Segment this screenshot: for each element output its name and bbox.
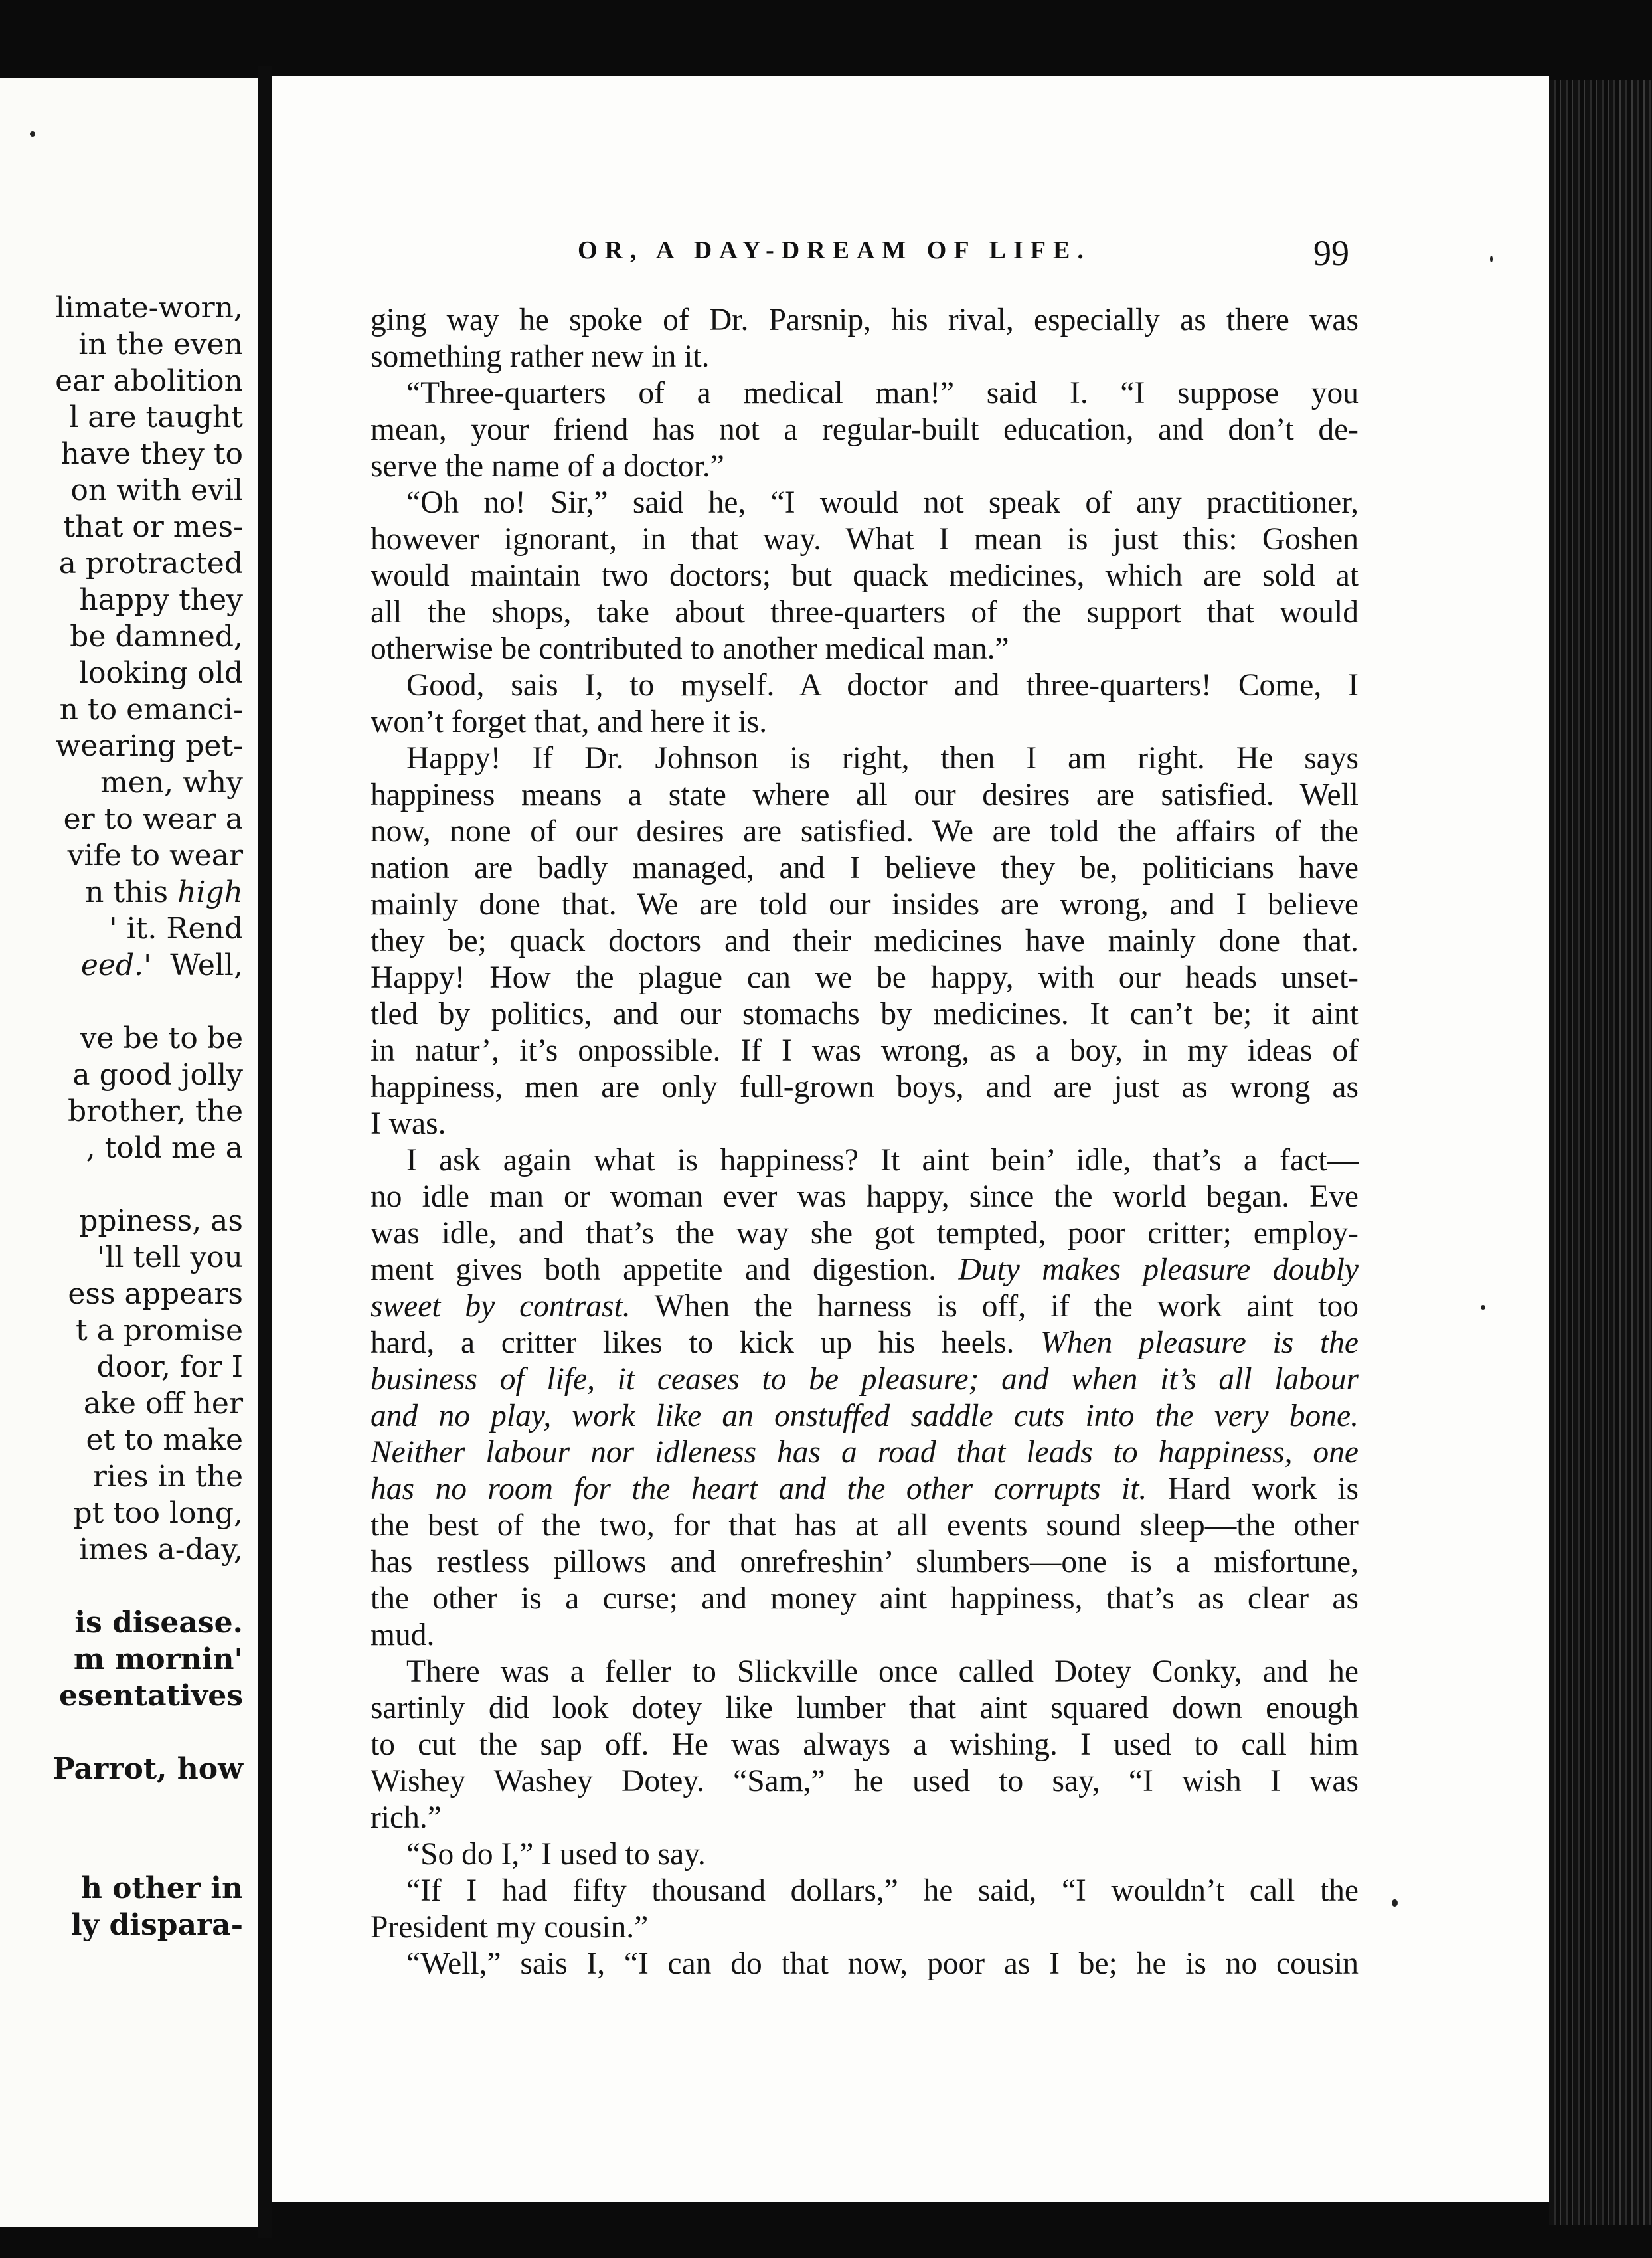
- text-line: mainly done that. We are told our insides are wrong, and I believe: [371, 887, 1359, 922]
- left-page-fragment: brother, the: [68, 1094, 243, 1128]
- left-page-fragment: ly dispara-: [70, 1908, 243, 1942]
- left-page-fragment: a protracted: [58, 547, 243, 580]
- left-page-fragment: l are taught: [69, 400, 243, 434]
- left-page-fragment: ppiness, as: [79, 1204, 243, 1238]
- text-line: was idle, and that’s the way she got tempted, poor critter; employ-: [371, 1216, 1359, 1251]
- left-page-fragment: looking old: [78, 656, 243, 690]
- text-line: serve the name of a doctor.”: [371, 449, 724, 483]
- text-line: [371, 1361, 1359, 1398]
- left-page-fragment: door, for I: [96, 1350, 243, 1384]
- text-line: however ignorant, in that way. What I mean is just this: Goshen: [371, 522, 1359, 557]
- left-page-fragment: et to make: [86, 1423, 243, 1457]
- left-facing-page: [0, 78, 258, 2227]
- text-line: “Well,” sais I, “I can do that now, poor as I be; he is no cousin: [406, 1947, 1359, 1981]
- text-line: nation are badly managed, and I believe they be, politicians have: [371, 851, 1359, 885]
- text-line: now, none of our desires are satisfied. We are told the affairs of the: [371, 814, 1359, 849]
- page-edges: [1549, 80, 1652, 2225]
- italic-span: and no play, work like an onstuffed saddle cuts into the very bone.: [371, 1399, 1359, 1433]
- left-page-fragment: , told me a: [86, 1131, 243, 1165]
- text-line: happiness means a state where all our desires are satisfied. Well: [371, 778, 1359, 812]
- left-page-fragment: on with evil: [70, 474, 243, 507]
- text-line: happiness, men are only full-grown boys, and are just as wrong as: [371, 1070, 1359, 1104]
- left-page-fragment: vife to wear: [67, 839, 243, 873]
- text-line: I ask again what is happiness? It aint bein’ idle, that’s a fact—: [406, 1143, 1359, 1177]
- left-page-fragment: pt too long,: [73, 1496, 243, 1530]
- text-line: no idle man or woman ever was happy, since the world began. Eve: [371, 1179, 1359, 1214]
- left-page-fragment: h other in: [80, 1871, 243, 1905]
- text-line: President my cousin.”: [371, 1910, 649, 1945]
- text-line: Happy! If Dr. Johnson is right, then I am right. He says: [406, 741, 1359, 776]
- left-page-fragment: n to emanci-: [59, 693, 243, 727]
- text-line: in natur’, it’s onpossible. If I was wrong, as a boy, in my ideas of: [371, 1033, 1359, 1068]
- text-line: [371, 1288, 1359, 1325]
- left-page-fragment: Parrot, how: [52, 1752, 243, 1786]
- text-line: the best of the two, for that has at all events sound sleep—the other: [371, 1508, 1359, 1543]
- text-line: [371, 1325, 1359, 1361]
- text-span: ment gives both appetite and digestion.: [371, 1253, 936, 1287]
- text-line: There was a feller to Slickville once called Dotey Conky, and he: [406, 1654, 1359, 1689]
- italic-span: sweet by contrast.: [371, 1289, 631, 1324]
- left-page-fragment: ries in the: [92, 1460, 243, 1494]
- text-line: [371, 1471, 1359, 1508]
- text-line: would maintain two doctors; but quack medicines, which are sold at: [371, 559, 1359, 593]
- left-fragment-italic: high: [177, 875, 243, 909]
- text-line: all the shops, take about three-quarters of the support that would: [371, 595, 1359, 630]
- left-page-fragment: be damned,: [70, 620, 243, 653]
- left-page-fragment: ake off her: [83, 1387, 243, 1421]
- text-line: [371, 1434, 1359, 1471]
- left-page-fragment: in the even: [78, 327, 243, 361]
- text-line: Happy! How the plague can we be happy, with our heads unset-: [371, 960, 1359, 995]
- left-page-fragment: happy they: [79, 583, 243, 617]
- left-page-fragment: that or mes-: [63, 510, 243, 544]
- text-line: the other is a curse; and money aint happiness, that’s as clear as: [371, 1581, 1359, 1616]
- text-line: I was.: [371, 1106, 446, 1141]
- left-page-fragment: have they to: [60, 437, 243, 471]
- italic-span: business of life, it ceases to be pleasure; and when it’s all labour: [371, 1362, 1359, 1397]
- left-page-fragment: wearing pet-: [55, 729, 243, 763]
- text-line: to cut the sap off. He was always a wishing. I used to call him: [371, 1727, 1359, 1762]
- left-fragment-text: n this: [85, 875, 169, 909]
- ink-speck: [1392, 1899, 1398, 1907]
- left-page-fragment: [81, 948, 243, 982]
- left-page-fragment: ' it. Rend: [109, 912, 243, 946]
- text-line: ging way he spoke of Dr. Parsnip, his rival, especially as there was: [371, 303, 1359, 337]
- ink-speck: [1490, 256, 1493, 262]
- text-line: Good, sais I, to myself. A doctor and three-quarters! Come, I: [406, 668, 1359, 703]
- left-page-fragment: t a promise: [76, 1314, 243, 1347]
- left-page-fragment: esentatives: [59, 1679, 243, 1713]
- italic-span: has no room for the heart and the other corrupts it.: [371, 1472, 1147, 1506]
- left-page-fragment: 'll tell you: [97, 1241, 243, 1274]
- text-line: mean, your friend has not a regular-built education, and don’t de-: [371, 412, 1359, 447]
- ink-speck: [1481, 1305, 1485, 1310]
- left-fragment-italic: eed.': [80, 948, 152, 982]
- italic-span: Neither labour nor idleness has a road that leads to happiness, one: [371, 1435, 1359, 1470]
- text-line: they be; quack doctors and their medicines have mainly done that.: [371, 924, 1359, 958]
- left-page-fragment: men, why: [100, 766, 243, 800]
- left-page-fragment: ear abolition: [55, 364, 243, 398]
- left-page-fragment: er to wear a: [63, 802, 243, 836]
- text-span: Hard work is: [1167, 1472, 1359, 1506]
- left-page-fragment: m mornin': [73, 1642, 243, 1676]
- italic-span: Duty makes pleasure doubly: [958, 1253, 1359, 1287]
- left-page-fragment: a good jolly: [72, 1058, 243, 1092]
- text-line: mud.: [371, 1618, 435, 1652]
- text-line: has restless pillows and onrefreshin’ slumbers—one is a misfortune,: [371, 1545, 1359, 1579]
- left-page-fragment: limate-worn,: [55, 291, 243, 325]
- book-gutter: [258, 66, 272, 2238]
- text-line: “Three-quarters of a medical man!” said I. “I suppose you: [406, 376, 1359, 410]
- ink-speck: [30, 131, 35, 137]
- text-line: otherwise be contributed to another medical man.”: [371, 632, 1009, 666]
- text-line: won’t forget that, and here it is.: [371, 705, 768, 739]
- left-page-fragment: ess appears: [68, 1277, 243, 1311]
- text-span: hard, a critter likes to kick up his heels.: [371, 1326, 1015, 1360]
- left-page-fragment: imes a-day,: [79, 1533, 243, 1567]
- text-span: When the harness is off, if the work aint too: [654, 1289, 1359, 1324]
- text-line: sartinly did look dotey like lumber that aint squared down enough: [371, 1691, 1359, 1725]
- left-page-fragment: ve be to be: [80, 1021, 243, 1055]
- text-line: “If I had fifty thousand dollars,” he said, “I wouldn’t call the: [406, 1873, 1359, 1908]
- text-line: Wishey Washey Dotey. “Sam,” he used to say, “I wish I was: [371, 1764, 1359, 1798]
- text-line: tled by politics, and our stomachs by medicines. It can’t be; it aint: [371, 997, 1359, 1031]
- italic-span: When pleasure is the: [1040, 1326, 1359, 1360]
- text-line: something rather new in it.: [371, 339, 710, 374]
- left-page-fragment: is disease.: [74, 1606, 243, 1640]
- page-number: 99: [1313, 233, 1349, 273]
- text-line: [371, 1252, 1359, 1288]
- text-line: “Oh no! Sir,” said he, “I would not speak of any practitioner,: [406, 485, 1359, 520]
- text-line: rich.”: [371, 1800, 442, 1835]
- running-head: OR, A DAY-DREAM OF LIFE.: [578, 236, 1091, 264]
- left-page-fragment: [85, 875, 243, 909]
- text-line: [371, 1398, 1359, 1434]
- text-line: “So do I,” I used to say.: [406, 1837, 706, 1871]
- left-fragment-text: Well,: [170, 948, 243, 982]
